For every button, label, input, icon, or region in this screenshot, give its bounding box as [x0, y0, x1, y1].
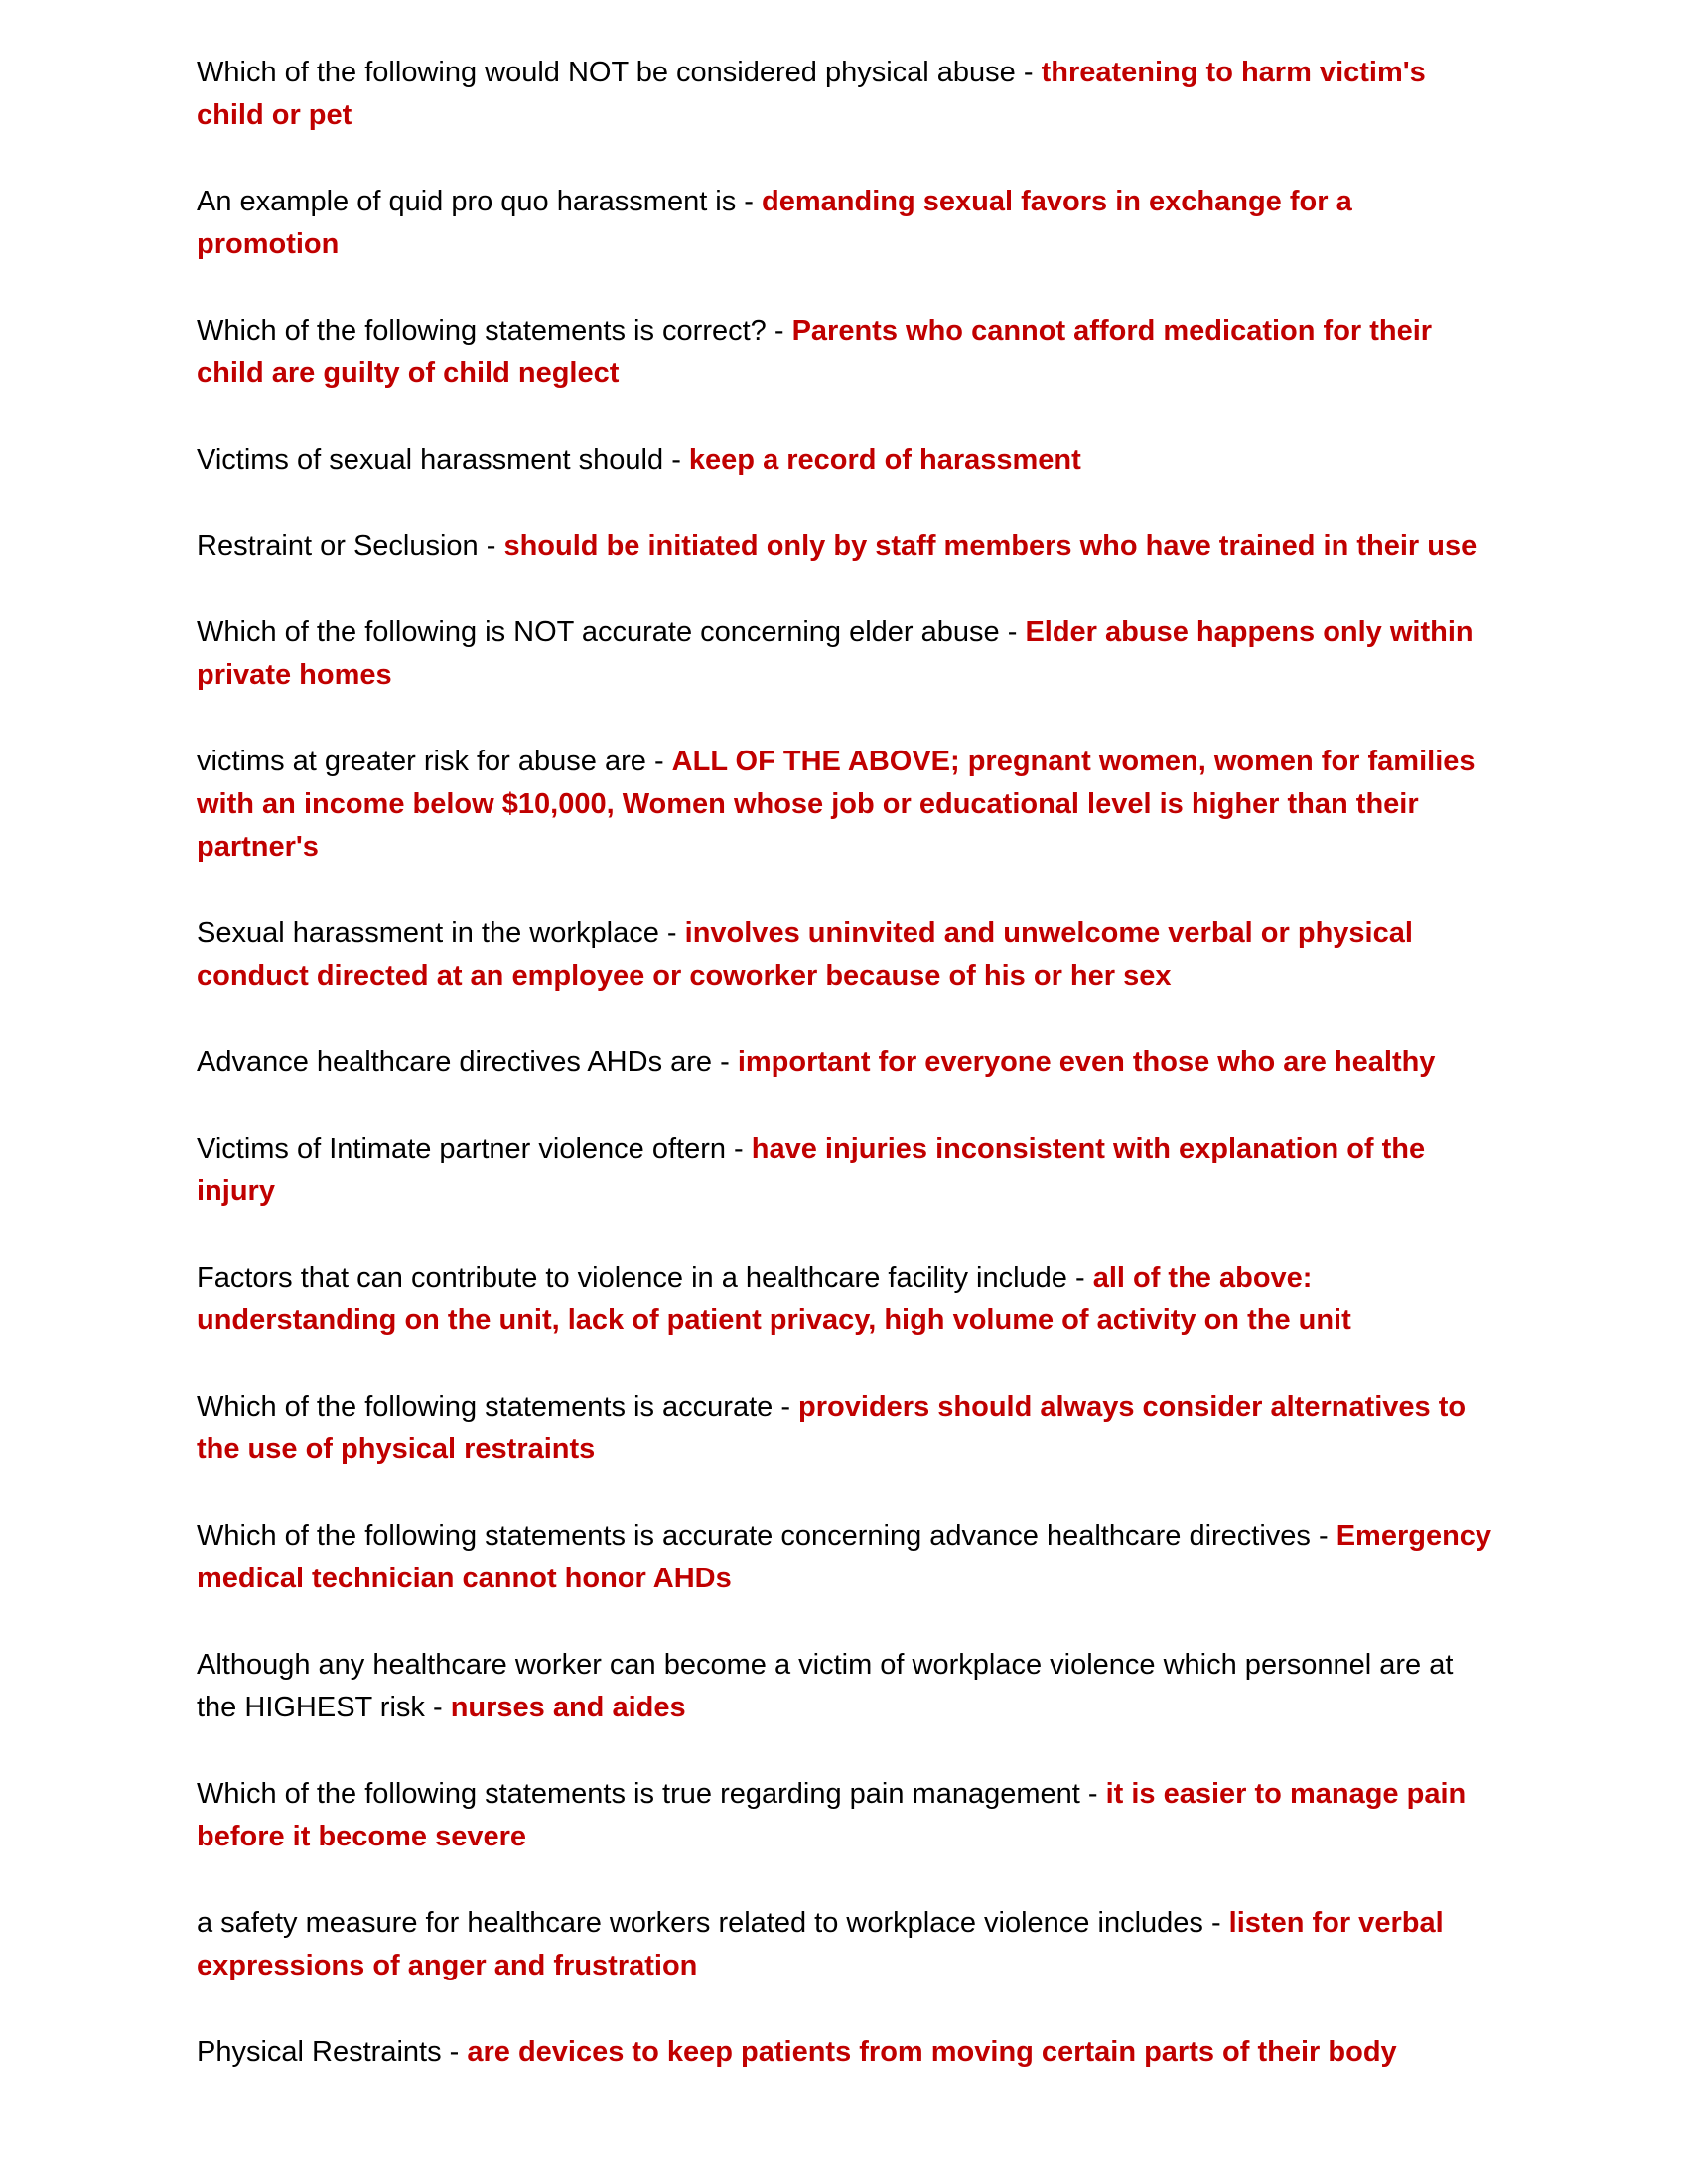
- answer-text: nurses and aides: [450, 1692, 686, 1723]
- qa-item-16: [197, 1902, 1497, 1987]
- answer-text: listen for verbal expressions of anger and frustration: [197, 1907, 1444, 1981]
- answer-text: ALL OF THE ABOVE; pregnant women, women for families with an income below $10,000, Women whose job or educational level is higher than their partner's: [197, 746, 1476, 863]
- qa-item-13: [197, 1515, 1497, 1600]
- question-text: Which of the following statements is accurate concerning advance healthcare directives -: [197, 1520, 1336, 1552]
- question-text: Factors that can contribute to violence in a healthcare facility include -: [197, 1262, 1093, 1294]
- answer-text: threatening to harm victim's child or pet: [197, 57, 1426, 131]
- answer-text: providers should always consider alternatives to the use of physical restraints: [197, 1391, 1467, 1465]
- answer-text: are devices to keep patients from moving certain parts of their body: [467, 2036, 1397, 2068]
- question-text: Victims of sexual harassment should -: [197, 444, 689, 476]
- question-text: Restraint or Seclusion -: [197, 530, 504, 562]
- answer-text: have injuries inconsistent with explanation of the injury: [197, 1133, 1426, 1207]
- question-text: Victims of Intimate partner violence oftern -: [197, 1133, 752, 1164]
- qa-item-14: [197, 1644, 1497, 1729]
- qa-item-12: [197, 1386, 1497, 1471]
- answer-text: Emergency medical technician cannot honor AHDs: [197, 1520, 1492, 1594]
- qa-item-11: [197, 1257, 1497, 1342]
- question-text: Which of the following statements is true regarding pain management -: [197, 1778, 1106, 1810]
- answer-text: all of the above: understanding on the unit, lack of patient privacy, high volume of activity on the unit: [197, 1262, 1351, 1336]
- question-text: An example of quid pro quo harassment is -: [197, 186, 763, 217]
- answer-text: Parents who cannot afford medication for their child are guilty of child neglect: [197, 315, 1433, 389]
- question-text: Which of the following would NOT be considered physical abuse -: [197, 57, 1042, 88]
- qa-item-17: [197, 2031, 1497, 2074]
- answer-text: it is easier to manage pain before it become severe: [197, 1778, 1467, 1852]
- question-text: Which of the following statements is correct? -: [197, 315, 792, 346]
- question-text: Physical Restraints -: [197, 2036, 468, 2068]
- question-text: Advance healthcare directives AHDs are -: [197, 1046, 738, 1078]
- answer-text: important for everyone even those who are healthy: [737, 1046, 1436, 1078]
- question-text: Sexual harassment in the workplace -: [197, 917, 685, 949]
- answer-text: should be initiated only by staff members who have trained in their use: [503, 530, 1477, 562]
- question-text: a safety measure for healthcare workers related to workplace violence includes -: [197, 1907, 1229, 1939]
- answer-text: demanding sexual favors in exchange for a promotion: [197, 186, 1352, 260]
- qa-item-3: [197, 310, 1497, 395]
- qa-item-5: [197, 525, 1497, 568]
- question-text: Although any healthcare worker can become a victim of workplace violence which personnel are at the HIGHEST risk -: [197, 1649, 1454, 1723]
- question-text: victims at greater risk for abuse are -: [197, 746, 672, 777]
- qa-item-15: [197, 1773, 1497, 1858]
- answer-text: keep a record of harassment: [688, 444, 1081, 476]
- answer-text: involves uninvited and unwelcome verbal or physical conduct directed at an employee or coworker because of his or her sex: [197, 917, 1413, 992]
- qa-item-8: [197, 912, 1497, 998]
- answer-text: Elder abuse happens only within private homes: [197, 616, 1474, 691]
- document-page: [197, 52, 1497, 2117]
- qa-item-2: [197, 181, 1497, 266]
- question-text: Which of the following is NOT accurate concerning elder abuse -: [197, 616, 1026, 648]
- question-text: Which of the following statements is accurate -: [197, 1391, 799, 1423]
- qa-item-6: [197, 612, 1497, 697]
- qa-item-9: [197, 1041, 1497, 1084]
- qa-item-7: [197, 741, 1497, 869]
- qa-item-1: [197, 52, 1497, 137]
- qa-item-4: [197, 439, 1497, 481]
- qa-item-10: [197, 1128, 1497, 1213]
